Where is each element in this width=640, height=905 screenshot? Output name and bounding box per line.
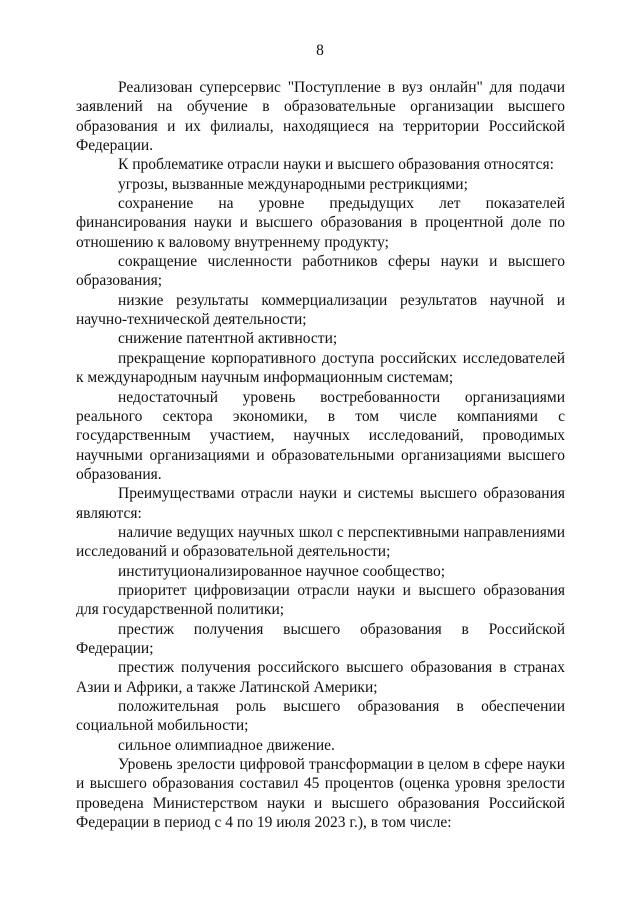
list-item-advantage-olympiad: сильное олимпиадное движение. <box>118 736 335 754</box>
list-item-advantage-schools: наличие ведущих научных школ с перспективными направлениями исследований и образовательной деятельности; <box>76 523 565 561</box>
list-item-advantage-community: институционализированное научное сообщество; <box>118 562 446 580</box>
list-item-advantage-prestige-rf: престиж получения высшего образования в Российской Федерации; <box>76 620 565 657</box>
list-item-advantage-mobility: положительная роль высшего образования в обеспечении социальной мобильности; <box>76 698 565 735</box>
list-item-problem-commercialization: низкие результаты коммерциализации результатов научной и научно-технической деятельности; <box>76 291 565 329</box>
paragraph-digital-maturity: Уровень зрелости цифровой трансформации в целом в сфере науки и высшего образования составил 45 процентов (оценка уровня зрелости проведена Министерством науки и высшего образования Российской Федерации в период с 4 по 19 июля 2023 г.), в том числе: <box>76 756 565 832</box>
paragraph-problems-intro: К проблематике отрасли науки и высшего образования относятся: <box>118 156 554 174</box>
list-item-advantage-digitalization: приоритет цифровизации отрасли науки и высшего образования для государственной политики; <box>76 581 565 619</box>
list-item-advantage-prestige-abroad: престиж получения российского высшего образования в странах Азии и Африки, а также Латинской Америки; <box>76 659 565 696</box>
page-number: 8 <box>316 42 324 59</box>
document-body <box>76 78 565 832</box>
paragraph-superservice: Реализован суперсервис "Поступление в вуз онлайн" для подачи заявлений на обучение в образовательные организации высшего образования и их филиалы, находящиеся на территории Российской Федерации. <box>76 79 565 155</box>
list-item-problem-funding: сохранение на уровне предыдущих лет показателей финансирования науки и высшего образования в процентной доле по отношению к валовому внутреннему продукту; <box>76 195 565 251</box>
list-item-problem-demand: недостаточный уровень востребованности организациями реального сектора экономики, в том числе компаниями с государственным участием, научных исследований, проводимых научными организациями и образовательными организациями высшего образования. <box>76 388 565 483</box>
list-item-problem-patents: снижение патентной активности; <box>118 330 338 348</box>
paragraph-advantages-intro: Преимуществами отрасли науки и системы высшего образования являются: <box>76 485 565 522</box>
list-item-problem-access: прекращение корпоративного доступа российских исследователей к международным научным информационным системам; <box>76 349 565 387</box>
list-item-problem-staff: сокращение численности работников сферы науки и высшего образования; <box>76 253 565 290</box>
list-item-problem-restrictions: угрозы, вызванные международными рестрикциями; <box>118 175 468 193</box>
